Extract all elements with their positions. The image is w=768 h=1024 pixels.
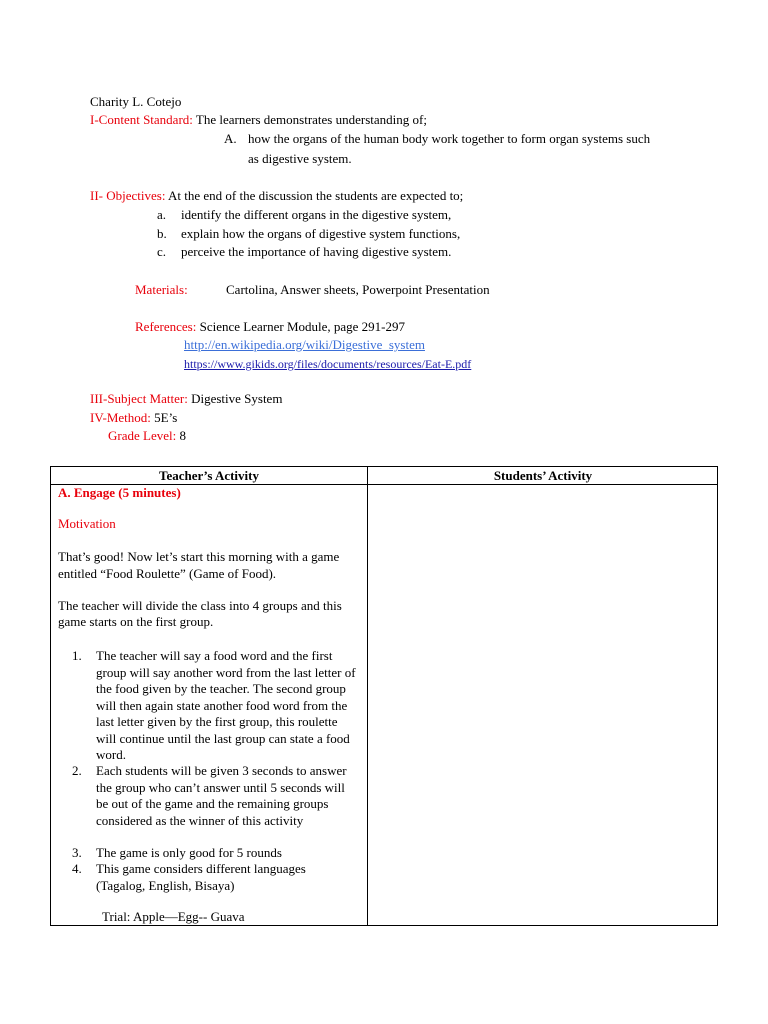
grade-level-text: 8 (176, 428, 186, 443)
rule-number: 2. (72, 763, 82, 778)
objective-item (157, 207, 451, 223)
teacher-activity-header: Teacher’s Activity (158, 468, 259, 483)
rule-text: This game considers different languages (Tagalog, English, Bisaya) (96, 861, 306, 893)
objective-text: perceive the importance of having digestive system. (181, 244, 452, 259)
intro-line-2: entitled “Food Roulette” (Game of Food). (58, 566, 277, 581)
content-standard-text: The learners demonstrates understanding of; (192, 112, 427, 127)
references-label: References: (135, 319, 197, 334)
objective-marker: a. (157, 207, 167, 222)
intro-line-1: That’s good! Now let’s start this morning with a game (58, 549, 340, 564)
references-text: Science Learner Module, page 291-297 (196, 319, 406, 334)
objective-text: explain how the organs of digestive system functions, (181, 226, 461, 241)
trial-example: Trial: Apple—Egg-- Guava (102, 909, 245, 924)
references (135, 319, 405, 335)
objective-marker: c. (157, 244, 167, 259)
materials-label: Materials: (135, 282, 188, 297)
content-standard-item-line1: how the organs of the human body work together to form organ systems such (248, 131, 651, 146)
lesson-table (50, 466, 718, 926)
table-column-divider (367, 467, 368, 925)
content-standard-item (224, 131, 650, 147)
divide-line-2: game starts on the first group. (58, 614, 214, 629)
grade-level-label: Grade Level: (108, 428, 177, 443)
objective-item (157, 244, 451, 260)
objectives-label: II- Objectives: (90, 188, 166, 203)
rule-text: The teacher will say a food word and the first group will say another word from the last letter of the food given by the teacher. The second group will then again state another food word from the last letter given by the first group, this roulette will continue until the last group can state a food word. (96, 648, 356, 762)
author-name: Charity L. Cotejo (90, 94, 182, 109)
divide-line-1: The teacher will divide the class into 4 groups and this (58, 598, 342, 613)
objective-item (157, 226, 460, 242)
content-standard-label: I-Content Standard: (90, 112, 193, 127)
motivation-heading: Motivation (58, 516, 116, 531)
rule-number: 4. (72, 861, 82, 876)
objectives-text: At the end of the discussion the students are expected to; (165, 188, 464, 203)
subject-matter-label: III-Subject Matter: (90, 391, 188, 406)
content-standard (90, 112, 427, 128)
grade-level (108, 428, 186, 444)
subject-matter (90, 391, 282, 407)
rule-text: The game is only good for 5 rounds (96, 845, 282, 860)
materials-text: Cartolina, Answer sheets, Powerpoint Presentation (226, 282, 490, 297)
rule-number: 1. (72, 648, 82, 663)
objective-marker: b. (157, 226, 167, 241)
content-standard-item-marker: A. (224, 131, 237, 146)
method-text: 5E’s (150, 410, 178, 425)
objective-text: identify the different organs in the digestive system, (181, 207, 452, 222)
reference-link-wikipedia[interactable]: http://en.wikipedia.org/wiki/Digestive_system (184, 337, 425, 352)
engage-title: A. Engage (5 minutes) (58, 485, 181, 500)
students-activity-header: Students’ Activity (493, 468, 593, 483)
method (90, 410, 177, 426)
rule-number: 3. (72, 845, 82, 860)
method-label: IV-Method: (90, 410, 151, 425)
rule-text: Each students will be given 3 seconds to answer the group who can’t answer until 5 seconds will be out of the game and the remaining groups considered as the winner of this activity (96, 763, 347, 828)
objectives (90, 188, 463, 204)
reference-link-gikids[interactable]: https://www.gikids.org/files/documents/resources/Eat-E.pdf (184, 357, 472, 371)
content-standard-item-line2: as digestive system. (248, 151, 352, 166)
subject-matter-text: Digestive System (187, 391, 283, 406)
